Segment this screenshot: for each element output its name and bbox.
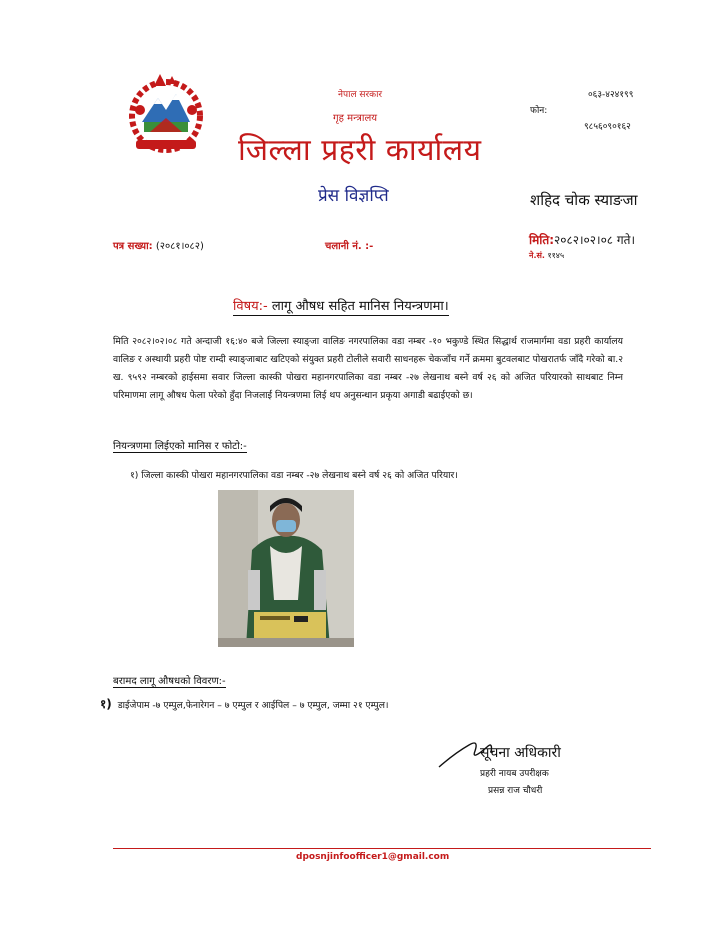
ns-label: ने.सं. xyxy=(529,251,545,260)
officer-name: प्रसन्न राज चौधरी xyxy=(488,786,543,796)
seized-item-number: १) xyxy=(100,697,112,711)
reference-label: पत्र सख्या: xyxy=(113,241,153,252)
phone-label: फोन: xyxy=(530,106,548,116)
ministry-name: गृह मन्त्रालय xyxy=(333,113,378,124)
seized-drugs-heading: बरामद लागू औषधको विवरण:- xyxy=(113,673,226,688)
reference-value: (२०८१।०८२) xyxy=(152,241,204,252)
subject-label: विषय:- xyxy=(233,299,268,314)
subject-text: लागू औषध सहित मानिस नियन्त्रणमा। xyxy=(267,299,449,314)
office-title: जिल्ला प्रहरी कार्यालय xyxy=(238,133,482,168)
reference-number xyxy=(113,238,204,252)
arrested-person-photo xyxy=(218,490,354,647)
controlled-person-item: १) जिल्ला कास्की पोखरा महानगरपालिका वडा नम्बर -२७ लेखनाथ बस्ने वर्ष २६ को अजित परियार। xyxy=(130,470,458,481)
date-value: २०८२।०२।०८ गते। xyxy=(554,233,636,247)
nepal-sambat-date xyxy=(529,250,564,261)
footer-email: dposnjinfoofficer1@gmail.com xyxy=(296,852,450,862)
controlled-person-heading: नियन्त्रणमा लिईएको मानिस र फोटो:- xyxy=(113,438,247,453)
phone-number-2: ९८५६०९०१६२ xyxy=(584,122,631,132)
dispatch-number xyxy=(325,238,373,252)
body-paragraph: मिति २०८२।०२।०८ गते अन्दाजी १६:४० बजे जिल्ला स्याङ्जा वालिङ नगरपालिका वडा नम्बर -१० भकुण्डे स्थित सिद्धार्थ राजमार्गमा वडा प्रहरी कार्यालय वालिङ र अस्थायी प्रहरी पोष्ट राम्दी स्याङ्जाबाट खटिएको संयुक्त प्रहरी टोलीले सवारी साधनहरू चेकजाँच गर्ने क्रममा बुटवलबाट पोखरातर्फ जाँदै गरेको बा.२ ख. ९५९२ नम्बरको हाईसमा सवार जिल्ला कास्की पोखरा महानगरपालिका वडा नम्बर -२७ लेखनाथ बस्ने वर्ष २६ को अजित परियारको साथबाट निम्न परिमाणमा लागू औषध फेला परेको हुँदा निजलाई नियन्त्रणमा लिई थप अनुसन्धान प्रकृया अगाडी बढाईएको छ। xyxy=(113,336,623,401)
footer-divider xyxy=(113,848,651,849)
ns-value: ११४५ xyxy=(544,251,565,260)
government-name: नेपाल सरकार xyxy=(338,90,383,100)
date-label: मिति: xyxy=(529,233,555,247)
subject-line xyxy=(233,296,449,316)
seized-drugs-item xyxy=(100,695,388,712)
nepal-government-emblem xyxy=(120,70,212,154)
press-release-title: प्रेस विज्ञप्ति xyxy=(318,186,389,206)
seized-item-text: डाईजेपाम -७ एम्पुल,फेनारेगन – ७ एम्पुल र आईपिल – ७ एम्पुल, जम्मा २१ एम्पुल। xyxy=(117,700,389,711)
letter-date xyxy=(529,231,635,248)
information-officer-title: सूचना अधिकारी xyxy=(480,745,561,761)
phone-number-1: ०६३-४२४१९९ xyxy=(588,90,634,100)
officer-rank: प्रहरी नायब उपरीक्षक xyxy=(480,769,549,779)
dispatch-label: चलानी नं. :- xyxy=(325,241,374,252)
office-address: शहिद चोक स्याङजा xyxy=(530,191,638,209)
